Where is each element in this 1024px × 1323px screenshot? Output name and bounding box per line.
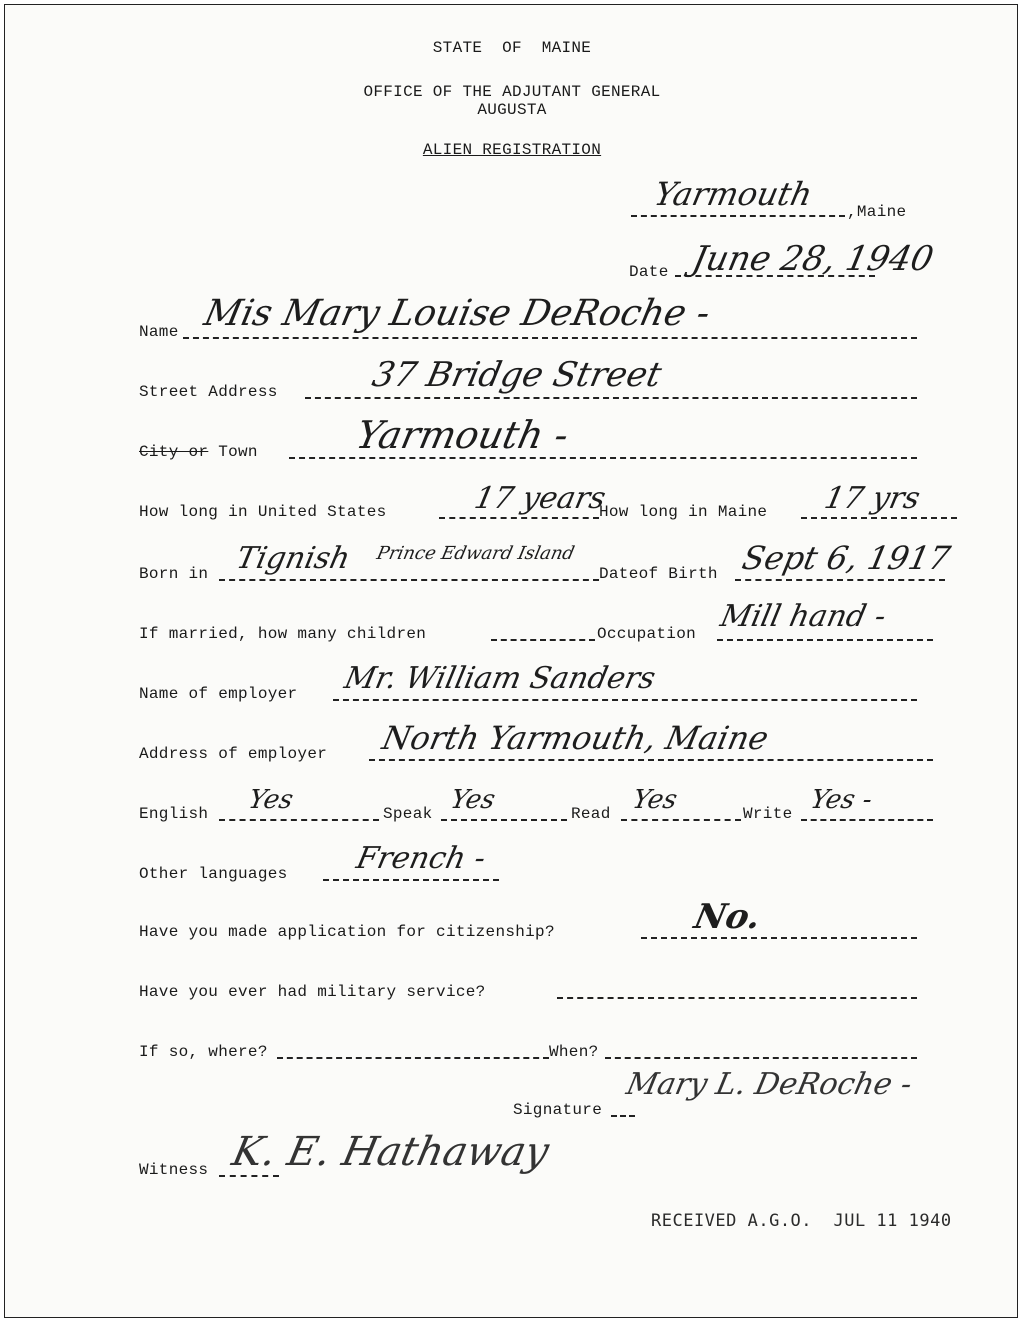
born-label: Born in <box>139 565 209 583</box>
how-long-me-value: 17 yrs <box>821 481 924 516</box>
when-label: When? <box>549 1043 599 1061</box>
citizenship-value: No. <box>690 897 765 937</box>
date-value: June 28, 1940 <box>688 239 938 279</box>
children-label: If married, how many children <box>139 625 427 643</box>
occupation-value: Mill hand - <box>717 599 890 634</box>
office-heading: OFFICE OF THE ADJUTANT GENERAL <box>363 83 661 101</box>
employer-value: Mr. William Sanders <box>341 661 659 696</box>
military-line <box>557 997 917 999</box>
employer-address-line <box>369 759 933 761</box>
city-line <box>289 457 917 459</box>
military-label: Have you ever had military service? <box>139 983 486 1001</box>
how-long-us-value: 17 years <box>471 481 609 516</box>
city-label: City or Town <box>139 443 258 461</box>
place-value: Yarmouth <box>650 175 816 213</box>
name-label: Name <box>139 323 179 341</box>
other-languages-label: Other languages <box>139 865 288 883</box>
english-label: English <box>139 805 209 823</box>
how-long-me-label: How long in Maine <box>599 503 768 521</box>
name-value: Mis Mary Louise DeRoche - <box>200 293 714 334</box>
date-label: Date <box>629 263 669 281</box>
registration-form <box>4 4 1018 1318</box>
write-value: Yes - <box>807 785 875 815</box>
employer-label: Name of employer <box>139 685 298 703</box>
how-long-us-label: How long in United States <box>139 503 387 521</box>
place-line <box>631 215 845 217</box>
signature-line <box>611 1115 635 1117</box>
citizenship-label: Have you made application for citizenship? <box>139 923 555 941</box>
how-long-us-line <box>439 517 599 519</box>
received-stamp: RECEIVED A.G.O. JUL 11 1940 <box>651 1211 952 1231</box>
speak-label: Speak <box>383 805 433 823</box>
read-line <box>621 819 741 821</box>
born-value: Tignish <box>233 541 354 576</box>
state-heading: STATE OF MAINE <box>432 39 592 57</box>
signature-value: Mary L. DeRoche - <box>623 1067 916 1102</box>
form-title: ALIEN REGISTRATION <box>422 141 602 159</box>
dob-line <box>735 579 945 581</box>
other-languages-line <box>323 879 499 881</box>
signature-label: Signature <box>513 1101 603 1119</box>
occupation-label: Occupation <box>597 625 697 643</box>
place-suffix: ,Maine <box>847 203 907 221</box>
speak-line <box>441 819 567 821</box>
born-value-detail: Prince Edward Island <box>374 543 577 564</box>
street-value: 37 Bridge Street <box>368 355 666 395</box>
street-label: Street Address <box>139 383 278 401</box>
witness-line <box>219 1175 279 1177</box>
where-line <box>277 1057 549 1059</box>
when-line <box>605 1057 917 1059</box>
speak-value: Yes <box>447 785 498 815</box>
citizenship-line <box>641 937 917 939</box>
other-languages-value: French - <box>353 841 489 876</box>
witness-label: Witness <box>139 1161 209 1179</box>
employer-line <box>333 699 917 701</box>
occupation-line <box>717 639 933 641</box>
city-value: Yarmouth - <box>352 413 573 457</box>
how-long-me-line <box>801 517 957 519</box>
read-value: Yes <box>629 785 680 815</box>
english-value: Yes <box>245 785 296 815</box>
dob-value: Sept 6, 1917 <box>738 539 954 577</box>
read-label: Read <box>571 805 611 823</box>
dob-label: Dateof Birth <box>599 565 718 583</box>
where-label: If so, where? <box>139 1043 268 1061</box>
employer-address-value: North Yarmouth, Maine <box>378 719 772 757</box>
name-line <box>183 337 917 339</box>
witness-value: K. E. Hathaway <box>228 1129 553 1175</box>
write-label: Write <box>743 805 793 823</box>
city-heading: AUGUSTA <box>477 101 547 119</box>
english-line <box>219 819 379 821</box>
children-line <box>491 639 595 641</box>
street-line <box>305 397 917 399</box>
write-line <box>801 819 933 821</box>
employer-address-label: Address of employer <box>139 745 328 763</box>
born-line <box>219 579 599 581</box>
